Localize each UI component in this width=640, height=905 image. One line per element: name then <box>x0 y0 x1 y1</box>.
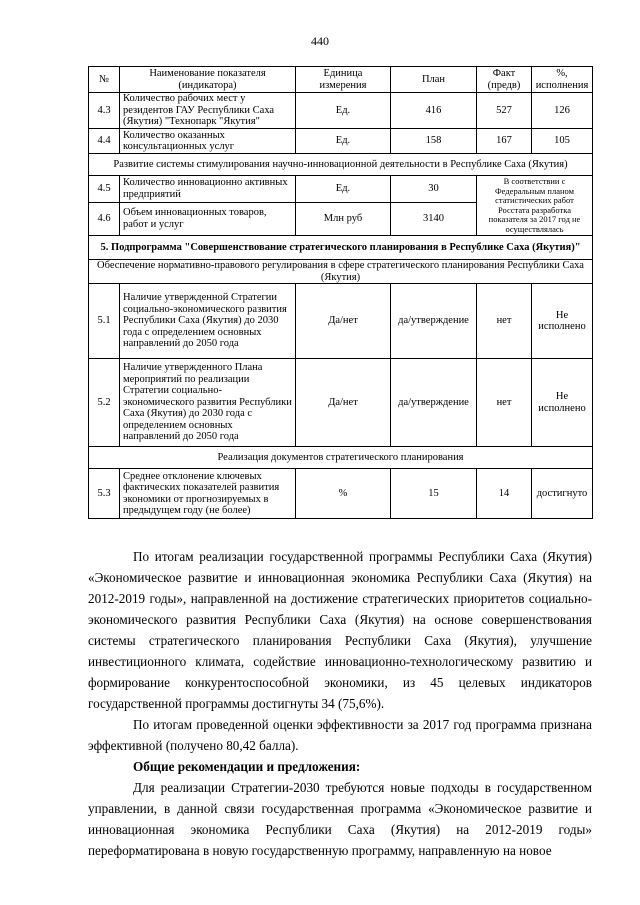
row-no: 5.3 <box>89 469 120 519</box>
table-row <box>89 359 593 447</box>
header-pct: %, исполнения <box>532 67 593 93</box>
row-plan: да/утверждение <box>391 359 477 447</box>
row-plan: 3140 <box>391 202 477 235</box>
header-plan: План <box>391 67 477 93</box>
section-title: Реализация документов стратегического планирования <box>89 447 593 469</box>
header-no: № <box>89 67 120 93</box>
row-name: Количество инновационно активных предприятий <box>120 176 296 203</box>
row-name: Наличие утвержденного Плана мероприятий по реализации Стратегии социально-экономического развития Республики Саха (Якутия) до 2030 года с определением основных направлений до 2050 года <box>120 359 296 447</box>
row-name: Наличие утвержденной Стратегии социально-экономического развития Республики Саха (Якутия) до 2030 года с определением основных направлений до 2050 года <box>120 284 296 359</box>
recommendations-heading: Общие рекомендации и предложения: <box>133 759 361 774</box>
row-no: 4.5 <box>89 176 120 203</box>
table-header-row <box>89 67 593 93</box>
section-row <box>89 447 593 469</box>
row-plan: 416 <box>391 93 477 129</box>
row-fact: 167 <box>477 129 532 154</box>
row-plan: 30 <box>391 176 477 203</box>
row-name: Количество рабочих мест у резидентов ГАУ Республики Саха (Якутия) "Технопарк "Якутия" <box>120 93 296 129</box>
note-cell: В соответствии с Федеральным планом статистических работ Росстата разработка показателя за 2017 год не осуществлялась <box>477 176 593 236</box>
row-plan: да/утверждение <box>391 284 477 359</box>
row-fact: нет <box>477 284 532 359</box>
row-unit: Ед. <box>296 93 391 129</box>
row-unit: Ед. <box>296 176 391 203</box>
row-unit: Да/нет <box>296 359 391 447</box>
row-no: 4.4 <box>89 129 120 154</box>
row-pct: Не исполнено <box>532 284 593 359</box>
row-name: Количество оказанных консультационных услуг <box>120 129 296 154</box>
table-row <box>89 129 593 154</box>
row-name: Объем инновационных товаров, работ и услуг <box>120 202 296 235</box>
section-row <box>89 154 593 176</box>
paragraph-efficiency: По итогам проведенной оценки эффективности за 2017 год программа признана эффективной (получено 80,42 балла). <box>88 717 592 753</box>
row-plan: 158 <box>391 129 477 154</box>
row-pct: 105 <box>532 129 593 154</box>
section-title: Обеспечение нормативно-правового регулирования в сфере стратегического планирования Республики Саха (Якутия) <box>89 260 593 284</box>
row-unit: % <box>296 469 391 519</box>
row-fact: нет <box>477 359 532 447</box>
subprogram-title: 5. Подпрограмма "Совершенствование стратегического планирования в Республике Саха (Якутия)" <box>89 236 593 260</box>
row-fact: 14 <box>477 469 532 519</box>
row-no: 4.3 <box>89 93 120 129</box>
section-row <box>89 260 593 284</box>
header-fact: Факт (предв) <box>477 67 532 93</box>
table-row <box>89 284 593 359</box>
row-fact: 527 <box>477 93 532 129</box>
row-no: 5.1 <box>89 284 120 359</box>
row-pct: 126 <box>532 93 593 129</box>
section-title: Развитие системы стимулирования научно-инновационной деятельности в Республике Саха (Якутия) <box>89 154 593 176</box>
header-unit: Единица измерения <box>296 67 391 93</box>
row-name: Среднее отклонение ключевых фактических показателей развития экономики от прогнозируемых в предыдущем году (не более) <box>120 469 296 519</box>
header-name: Наименование показателя (индикатора) <box>120 67 296 93</box>
table-row <box>89 469 593 519</box>
body-text <box>88 546 592 861</box>
row-no: 4.6 <box>89 202 120 235</box>
row-pct: Не исполнено <box>532 359 593 447</box>
row-unit: Млн руб <box>296 202 391 235</box>
subprogram-row <box>89 236 593 260</box>
row-unit: Ед. <box>296 129 391 154</box>
row-pct: достигнуто <box>532 469 593 519</box>
page-number: 440 <box>311 34 329 48</box>
table-row <box>89 176 593 203</box>
paragraph-results: По итогам реализации государственной программы Республики Саха (Якутия) «Экономическое развитие и инновационная экономика Республики Саха (Якутия) на 2012-2019 годы», направленной на достижение стратегических приоритетов социально-экономического развития Республики Саха (Якутия) на основе совершенствования системы стратегического планирования Республики Саха (Якутия), улучшение инвестиционного климата, содействие инновационно-технологическому развитию и формирование конкурентоспособной экономики, из 45 целевых индикаторов государственной программы достигнуты 34 (75,6%). <box>88 549 592 711</box>
table-row <box>89 93 593 129</box>
indicators-table <box>88 66 593 519</box>
row-unit: Да/нет <box>296 284 391 359</box>
row-plan: 15 <box>391 469 477 519</box>
paragraph-strategy: Для реализации Стратегии-2030 требуются новые подходы в государственном управлении, в данной связи государственная программа «Экономическое развитие и инновационная экономика Республики Саха (Якутия) на 2012-2019 годы» переформатирована в новую государственную программу, направленную на новое <box>88 780 592 858</box>
row-no: 5.2 <box>89 359 120 447</box>
